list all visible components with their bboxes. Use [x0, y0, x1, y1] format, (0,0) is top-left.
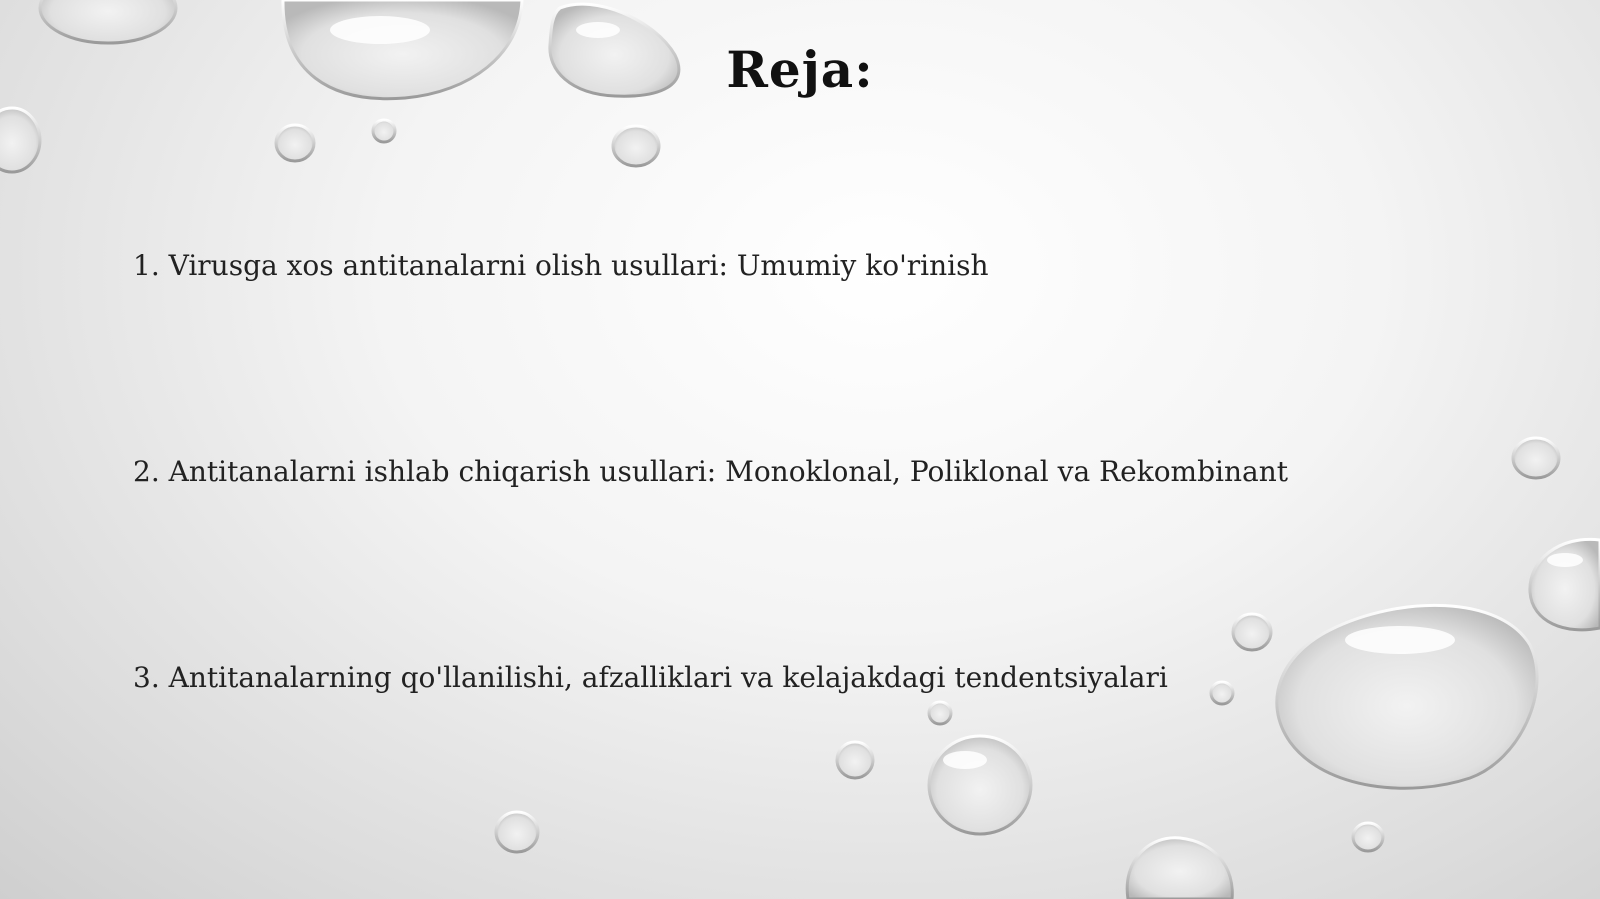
water-drop [1530, 539, 1600, 629]
water-drop [373, 120, 395, 142]
plan-item: 2. Antitanalarni ishlab chiqarish usullari: Monoklonal, Poliklonal va Rekombinant [133, 455, 1288, 488]
water-drop [613, 126, 659, 166]
plan-list [133, 246, 1493, 864]
water-drop [0, 108, 40, 172]
water-drop [1513, 438, 1559, 478]
slide-title: Reja: [726, 40, 874, 99]
water-drop [40, 0, 176, 43]
plan-item: 1. Virusga xos antitanalarni olish usullari: Umumiy ko'rinish [133, 249, 989, 282]
water-drop [276, 125, 314, 161]
plan-item: 3. Antitanalarning qo'llanilishi, afzalliklari va kelajakdagi tendentsiyalari [133, 661, 1168, 694]
